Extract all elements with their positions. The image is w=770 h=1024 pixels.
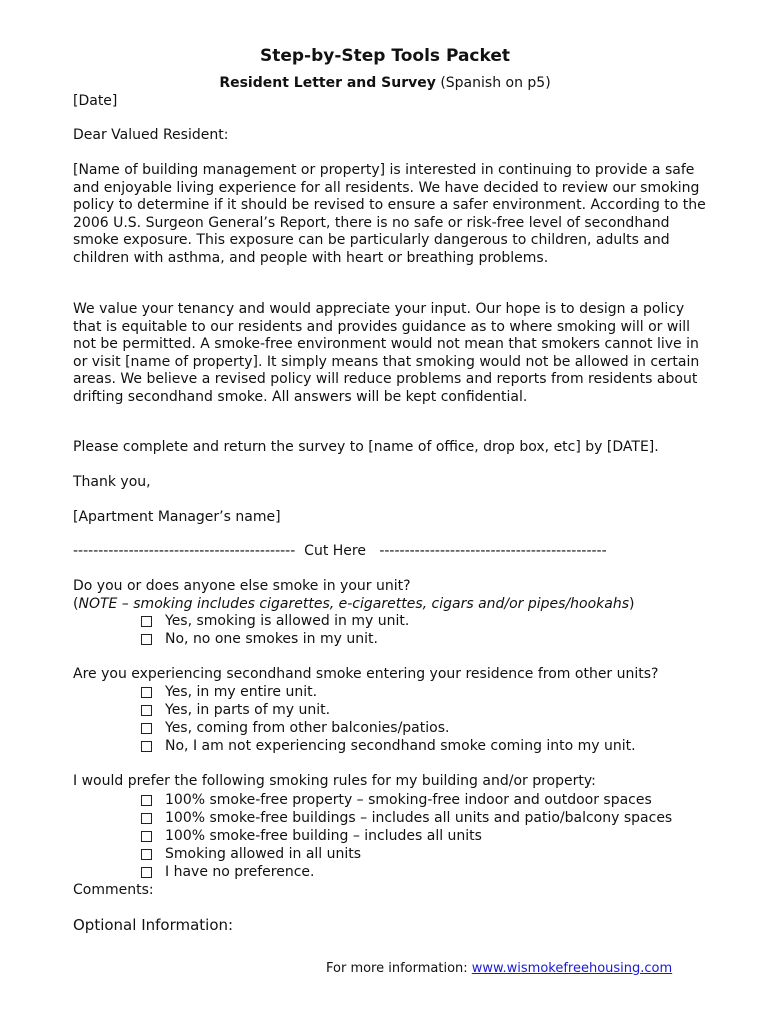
survey-option-label: I have no preference.: [165, 864, 315, 880]
survey-option: [139, 827, 739, 845]
checkbox[interactable]: [141, 634, 152, 645]
survey-option-label: Yes, in parts of my unit.: [165, 702, 331, 718]
page-subtitle: [0, 75, 770, 91]
checkbox[interactable]: [141, 813, 152, 824]
survey-option-label: 100% smoke-free buildings – includes all units and patio/balcony spaces: [165, 810, 673, 826]
survey-option-label: Smoking allowed in all units: [165, 846, 362, 862]
survey-option-label: Yes, smoking is allowed in my unit.: [165, 613, 410, 629]
checkbox[interactable]: [141, 705, 152, 716]
checkbox[interactable]: [141, 867, 152, 878]
checkbox[interactable]: [141, 687, 152, 698]
checkbox[interactable]: [141, 795, 152, 806]
letter-paragraph-2: We value your tenancy and would appreciate your input. Our hope is to design a policy that is equitable to our residents and provides guidance as to where smoking will or will not be permitted. A smoke-free environment would not mean that smokers cannot live in or visit [name of property]. It simply means that smoking would not be allowed in certain areas. We believe a revised policy will reduce problems and reports from residents about drifting secondhand smoke. All answers will be kept confidential.: [73, 301, 700, 405]
footer-link[interactable]: www.wismokefreehousing.com: [471, 961, 673, 976]
survey-option: [139, 791, 739, 809]
survey-option-label: No, I am not experiencing secondhand smoke coming into my unit.: [165, 738, 636, 754]
survey-question-1-note: (NOTE – smoking includes cigarettes, e-cigarettes, cigars and/or pipes/hookahs): [73, 596, 635, 612]
survey-question-1: Do you or does anyone else smoke in your unit?: [73, 578, 411, 594]
footer-text: For more information:: [326, 961, 472, 976]
survey-question-3-options: [139, 791, 739, 881]
survey-option-label: No, no one smokes in my unit.: [165, 631, 378, 647]
survey-option: [139, 630, 739, 648]
checkbox[interactable]: [141, 741, 152, 752]
footer: [326, 961, 672, 976]
letter-signer: [Apartment Manager’s name]: [73, 509, 281, 525]
survey-option: [139, 612, 739, 630]
letter-paragraph-3: Please complete and return the survey to [name of office, drop box, etc] by [DATE].: [73, 439, 659, 455]
survey-question-2-options: [139, 683, 739, 755]
checkbox[interactable]: [141, 616, 152, 627]
letter-date: [Date]: [73, 93, 118, 109]
survey-option: [139, 683, 739, 701]
survey-option: [139, 845, 739, 863]
cut-here-divider: -------------------------------------------- Cut Here ---------------------------------------------: [73, 543, 607, 559]
subtitle-rest: (Spanish on p5): [435, 75, 551, 91]
survey-option-label: 100% smoke-free building – includes all units: [165, 828, 482, 844]
survey-option-label: Yes, coming from other balconies/patios.: [165, 720, 450, 736]
checkbox[interactable]: [141, 831, 152, 842]
survey-option: [139, 737, 739, 755]
survey-option-label: 100% smoke-free property – smoking-free indoor and outdoor spaces: [165, 792, 652, 808]
survey-question-3: I would prefer the following smoking rules for my building and/or property:: [73, 773, 596, 789]
comments-label: Comments:: [73, 882, 154, 898]
survey-question-2: Are you experiencing secondhand smoke entering your residence from other units?: [73, 666, 659, 682]
smoking-definition-note: NOTE – smoking includes cigarettes, e-cigarettes, cigars and/or pipes/hookahs: [78, 596, 630, 612]
page-title: Step-by-Step Tools Packet: [259, 46, 511, 66]
survey-question-1-options: [139, 612, 739, 648]
optional-information-label: Optional Information:: [73, 916, 234, 934]
survey-option: [139, 863, 739, 881]
survey-option: [139, 701, 739, 719]
letter-greeting: Dear Valued Resident:: [73, 127, 229, 143]
checkbox[interactable]: [141, 723, 152, 734]
letter-closing: Thank you,: [73, 474, 151, 490]
subtitle-bold: Resident Letter and Survey: [219, 75, 436, 91]
checkbox[interactable]: [141, 849, 152, 860]
survey-option: [139, 719, 739, 737]
survey-option: [139, 809, 739, 827]
survey-option-label: Yes, in my entire unit.: [165, 684, 318, 700]
letter-paragraph-1: [Name of building management or property] is interested in continuing to provide a safe and enjoyable living experience for all residents. We have decided to review our smoking policy to determine if it should be revised to ensure a safer environment. According to the 2006 U.S. Surgeon General’s Report, there is no safe or risk-free level of secondhand smoke exposure. This exposure can be particularly dangerous to children, adults and children with asthma, and people with heart or breathing problems.: [73, 162, 706, 266]
